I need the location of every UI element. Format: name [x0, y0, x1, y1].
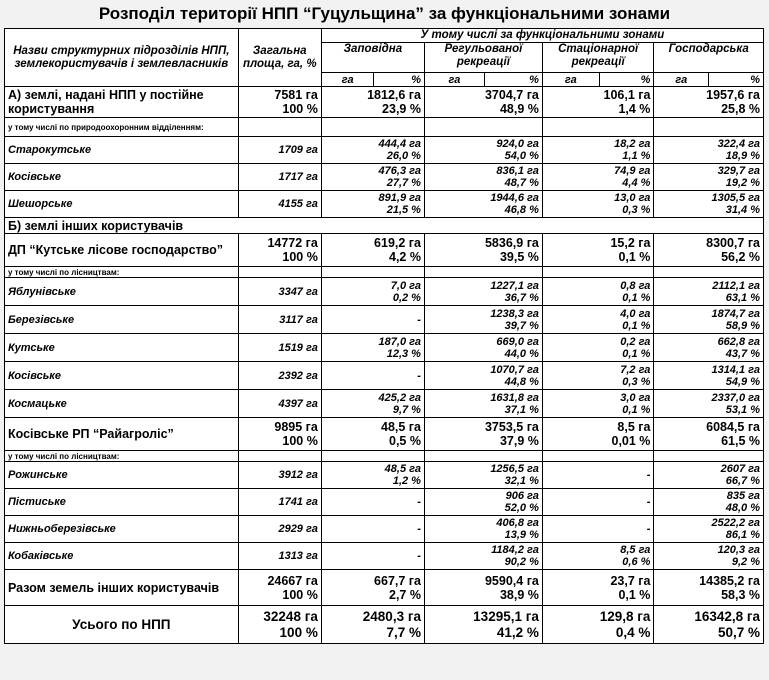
item-name: Космацьке: [5, 390, 239, 418]
zone-ha: 1305,5 га: [711, 192, 760, 204]
empty-cell: [654, 118, 764, 137]
zone-cell: [542, 390, 654, 418]
zone-pct: 31,4 %: [725, 204, 760, 216]
zone-cell: [321, 462, 424, 489]
zone-cell: [542, 278, 654, 306]
zone-pct: 56,2 %: [721, 250, 760, 264]
zone-cell: [424, 462, 542, 489]
zone-cell: [542, 418, 654, 451]
zone-ha: 3,0 га: [620, 391, 651, 404]
list-item: [5, 362, 764, 390]
zone-ha: 7,0 га: [390, 279, 421, 292]
table-row: [5, 267, 764, 278]
zone-cell: [424, 137, 542, 164]
empty-cell: [238, 451, 321, 462]
zone-pct: 43,7 %: [725, 347, 760, 360]
zone-ha: 1070,7 га: [490, 363, 539, 376]
header-zone-reserved: Заповідна: [321, 43, 424, 73]
zone-pct: 0,2 %: [392, 291, 421, 304]
empty-cell: [424, 267, 542, 278]
row-area: [238, 87, 321, 118]
zone-cell: [542, 87, 654, 118]
row-name: Разом земель інших користувачів: [5, 570, 239, 606]
zone-ha: 14385,2 га: [699, 573, 760, 588]
unit-ha: га: [542, 73, 599, 87]
zone-ha: 1957,6 га: [706, 88, 760, 102]
item-name: Косівське: [5, 362, 239, 390]
zone-pct: 0,6 %: [622, 556, 651, 568]
zone-ha: 15,2 га: [610, 236, 651, 250]
zone-cell: [654, 191, 764, 218]
empty-cell: [321, 118, 424, 137]
zone-ha: -: [417, 523, 421, 535]
zone-cell: [654, 543, 764, 570]
item-area: 2392 га: [238, 362, 321, 390]
zone-pct: 1,4 %: [618, 102, 651, 116]
zone-cell: [542, 462, 654, 489]
zone-pct: 41,2 %: [496, 624, 539, 640]
zone-pct: 0,1 %: [622, 291, 651, 304]
zone-cell: [654, 570, 764, 606]
zone-ha: 74,9 га: [614, 165, 651, 177]
zone-pct: 32,1 %: [504, 475, 539, 487]
zone-ha: 619,2 га: [374, 236, 421, 250]
zone-ha: 836,1 га: [496, 165, 539, 177]
zone-cell: [654, 306, 764, 334]
zone-pct: 0,1 %: [618, 250, 651, 264]
list-item: [5, 334, 764, 362]
item-name: Рожинське: [5, 462, 239, 489]
zone-cell: [424, 306, 542, 334]
zone-ha: 906 га: [505, 490, 539, 502]
zone-cell: [542, 164, 654, 191]
zone-cell: [424, 418, 542, 451]
zone-cell: [654, 334, 764, 362]
row-name: Косівське РП “Райагроліс”: [5, 418, 239, 451]
zone-ha: 8,5 га: [620, 544, 651, 556]
zone-cell: [542, 606, 654, 644]
list-item: [5, 489, 764, 516]
header-zone-economic: Господарська: [654, 43, 764, 73]
zone-pct: 23,9 %: [382, 102, 421, 116]
zone-cell: [654, 234, 764, 267]
header-zones: У тому числі за функціональними зонами: [321, 29, 763, 43]
zone-pct: 0,5 %: [389, 434, 421, 448]
zone-ha: 1238,3 га: [490, 307, 539, 320]
zone-cell: [321, 543, 424, 570]
zone-cell: [542, 191, 654, 218]
zone-ha: -: [417, 496, 421, 508]
zone-cell: [321, 390, 424, 418]
zone-cell: [542, 489, 654, 516]
item-name: Кобаківське: [5, 543, 239, 570]
zone-pct: 4,2 %: [389, 250, 421, 264]
zone-ha: 2480,3 га: [362, 608, 421, 624]
item-name: Косівське: [5, 164, 239, 191]
zone-cell: [654, 606, 764, 644]
unit-pct: %: [484, 73, 542, 87]
zone-cell: [424, 164, 542, 191]
zone-ha: 322,4 га: [717, 138, 760, 150]
zone-cell: [654, 516, 764, 543]
zone-ha: 9590,4 га: [484, 573, 539, 588]
zone-pct: 48,7 %: [504, 177, 539, 189]
list-item: [5, 306, 764, 334]
zone-cell: [424, 334, 542, 362]
sub-label: у тому числі по лісництвам:: [5, 451, 239, 462]
zone-cell: [542, 543, 654, 570]
zone-ha: -: [417, 550, 421, 562]
zone-ha: 3753,5 га: [484, 420, 539, 434]
zone-pct: 1,1 %: [622, 150, 651, 162]
zone-pct: 48,0 %: [725, 502, 760, 514]
area-pct: 100 %: [282, 587, 318, 602]
grand-total-name: Усього по НПП: [5, 606, 239, 644]
zone-cell: [321, 278, 424, 306]
list-item: [5, 543, 764, 570]
zone-cell: [321, 570, 424, 606]
item-name: Шешорське: [5, 191, 239, 218]
zone-pct: 19,2 %: [725, 177, 760, 189]
item-area: 3347 га: [238, 278, 321, 306]
zone-ha: 7,2 га: [620, 363, 651, 376]
zone-pct: 2,7 %: [389, 587, 421, 602]
unit-ha: га: [654, 73, 709, 87]
item-name: Яблунівське: [5, 278, 239, 306]
area-ha: 14772 га: [267, 236, 318, 250]
zone-cell: [321, 606, 424, 644]
zone-pct: 0,3 %: [622, 375, 651, 388]
zone-ha: 16342,8 га: [694, 608, 760, 624]
item-area: 1519 га: [238, 334, 321, 362]
zone-cell: [542, 306, 654, 334]
grand-total-area: [238, 606, 321, 644]
zone-ha: 4,0 га: [620, 307, 651, 320]
zone-pct: 0,01 %: [611, 434, 651, 448]
zone-cell: [424, 390, 542, 418]
zone-ha: 662,8 га: [717, 335, 760, 348]
list-item: [5, 462, 764, 489]
zone-cell: [321, 418, 424, 451]
zone-ha: 129,8 га: [599, 608, 651, 624]
zone-ha: 106,1 га: [603, 88, 651, 102]
empty-cell: [542, 118, 654, 137]
zone-pct: 13,9 %: [504, 529, 539, 541]
list-item: [5, 164, 764, 191]
zone-ha: 2337,0 га: [711, 391, 760, 404]
zone-ha: -: [417, 369, 421, 382]
zone-pct: 0,4 %: [615, 624, 651, 640]
zone-cell: [424, 543, 542, 570]
zone-cell: [542, 334, 654, 362]
table-title: Розподіл території НПП “Гуцульщина” за функціональними зонами: [98, 4, 671, 23]
empty-cell: [654, 267, 764, 278]
zone-ha: 1227,1 га: [490, 279, 539, 292]
item-name: Пістиське: [5, 489, 239, 516]
zone-cell: [321, 516, 424, 543]
zone-cell: [424, 87, 542, 118]
zone-ha: 8300,7 га: [706, 236, 760, 250]
section-row: [5, 218, 764, 234]
zone-pct: 52,0 %: [504, 502, 539, 514]
zone-pct: 4,4 %: [622, 177, 651, 189]
empty-cell: [542, 451, 654, 462]
sub-label: у тому числі по природоохоронним відділенням:: [5, 118, 239, 137]
table-row: [5, 418, 764, 451]
empty-cell: [238, 267, 321, 278]
item-name: Нижньоберезівське: [5, 516, 239, 543]
zone-ha: -: [646, 523, 651, 535]
zone-ha: 13,0 га: [614, 192, 651, 204]
zone-cell: [424, 606, 542, 644]
zone-pct: 39,5 %: [499, 250, 539, 264]
zone-ha: 476,3 га: [378, 165, 421, 177]
zone-pct: 0,1 %: [618, 587, 651, 602]
row-name: ДП “Кутське лісове господарство”: [5, 234, 239, 267]
zone-pct: 7,7 %: [386, 624, 421, 640]
zone-ha: 6084,5 га: [706, 420, 760, 434]
zone-cell: [542, 137, 654, 164]
zone-ha: 1314,1 га: [711, 363, 760, 376]
zone-pct: 9,7 %: [392, 403, 421, 416]
zone-pct: 0,1 %: [622, 319, 651, 332]
zone-cell: [654, 362, 764, 390]
zone-ha: 8,5 га: [617, 420, 651, 434]
list-item: [5, 390, 764, 418]
zone-ha: 3704,7 га: [484, 88, 539, 102]
section-title: Б) землі інших користувачів: [5, 218, 764, 234]
zone-pct: 44,8 %: [504, 375, 539, 388]
table-row: [5, 570, 764, 606]
zone-cell: [424, 234, 542, 267]
list-item: [5, 278, 764, 306]
zone-cell: [424, 362, 542, 390]
zone-pct: 46,8 %: [504, 204, 539, 216]
zone-cell: [321, 489, 424, 516]
area-pct: 100 %: [282, 102, 318, 116]
zone-pct: 54,9 %: [725, 375, 760, 388]
zone-pct: 0,1 %: [622, 347, 651, 360]
row-area: [238, 570, 321, 606]
item-area: 3912 га: [238, 462, 321, 489]
zone-ha: 1944,6 га: [490, 192, 539, 204]
zone-cell: [654, 418, 764, 451]
item-area: 1717 га: [238, 164, 321, 191]
zone-pct: 25,8 %: [721, 102, 760, 116]
zone-pct: 63,1 %: [725, 291, 760, 304]
zone-pct: 90,2 %: [504, 556, 539, 568]
zone-cell: [654, 489, 764, 516]
sub-label: у тому числі по лісництвам:: [5, 267, 239, 278]
empty-cell: [542, 267, 654, 278]
zone-ha: 0,8 га: [620, 279, 651, 292]
zone-pct: 58,3 %: [721, 587, 760, 602]
zone-ha: 1631,8 га: [490, 391, 539, 404]
zone-cell: [321, 306, 424, 334]
header-zone-stationary: Стаціонарної рекреації: [542, 43, 654, 73]
list-item: [5, 191, 764, 218]
item-area: 2929 га: [238, 516, 321, 543]
zone-pct: 61,5 %: [721, 434, 760, 448]
zone-cell: [542, 516, 654, 543]
empty-cell: [321, 267, 424, 278]
zone-cell: [321, 362, 424, 390]
zone-pct: 37,1 %: [504, 403, 539, 416]
header-name: Назви структурних підрозділів НПП, землекористувачів і землевласників: [5, 29, 239, 87]
zone-ha: -: [646, 469, 651, 481]
item-area: 4397 га: [238, 390, 321, 418]
zone-pct: 37,9 %: [499, 434, 539, 448]
zone-cell: [424, 570, 542, 606]
zone-ha: 48,5 га: [381, 420, 421, 434]
zone-pct: 26,0 %: [386, 150, 421, 162]
zone-pct: 38,9 %: [499, 587, 539, 602]
zone-ha: 187,0 га: [378, 335, 421, 348]
table-row: [5, 234, 764, 267]
zone-cell: [654, 462, 764, 489]
unit-pct: %: [599, 73, 654, 87]
row-area: [238, 234, 321, 267]
unit-pct: %: [374, 73, 425, 87]
zone-ha: 329,7 га: [717, 165, 760, 177]
zone-cell: [424, 191, 542, 218]
item-area: 3117 га: [238, 306, 321, 334]
table-row: [5, 87, 764, 118]
zone-ha: 2607 га: [720, 463, 760, 475]
zone-ha: 891,9 га: [378, 192, 421, 204]
zone-ha: 48,5 га: [384, 463, 421, 475]
zone-cell: [424, 489, 542, 516]
zone-ha: 0,2 га: [620, 335, 651, 348]
item-area: 4155 га: [238, 191, 321, 218]
zone-ha: 1812,6 га: [367, 88, 421, 102]
zone-ha: 667,7 га: [374, 573, 421, 588]
header-area: Загальна площа, га, %: [238, 29, 321, 87]
zone-pct: 0,1 %: [622, 403, 651, 416]
zone-pct: 86,1 %: [725, 529, 760, 541]
empty-cell: [321, 451, 424, 462]
row-area: [238, 418, 321, 451]
zone-pct: 1,2 %: [392, 475, 421, 487]
zone-ha: 2522,2 га: [711, 517, 760, 529]
zone-cell: [321, 234, 424, 267]
empty-cell: [238, 118, 321, 137]
empty-cell: [654, 451, 764, 462]
zone-pct: 21,5 %: [386, 204, 421, 216]
list-item: [5, 137, 764, 164]
zone-pct: 66,7 %: [725, 475, 760, 487]
item-name: Кутське: [5, 334, 239, 362]
item-area: 1741 га: [238, 489, 321, 516]
zone-cell: [654, 87, 764, 118]
zone-ha: 1256,5 га: [490, 463, 539, 475]
area-ha: 7581 га: [274, 88, 318, 102]
zone-cell: [542, 570, 654, 606]
zones-table: [4, 28, 764, 644]
zone-cell: [654, 278, 764, 306]
grand-total-row: [5, 606, 764, 644]
zone-ha: 1874,7 га: [711, 307, 760, 320]
zone-ha: 669,0 га: [496, 335, 539, 348]
zone-pct: 9,2 %: [731, 556, 760, 568]
zone-ha: 13295,1 га: [473, 608, 539, 624]
row-name: А) землі, надані НПП у постійне користування: [5, 87, 239, 118]
zone-cell: [424, 278, 542, 306]
zone-ha: 1184,2 га: [491, 544, 539, 556]
item-area: 1709 га: [238, 137, 321, 164]
item-area: 1313 га: [238, 543, 321, 570]
zone-pct: 12,3 %: [386, 347, 421, 360]
zone-cell: [542, 234, 654, 267]
zone-cell: [321, 334, 424, 362]
zone-ha: 835 га: [726, 490, 760, 502]
zone-pct: 54,0 %: [504, 150, 539, 162]
zone-pct: 53,1 %: [725, 403, 760, 416]
area-pct: 100 %: [282, 434, 318, 448]
item-name: Березівське: [5, 306, 239, 334]
zone-ha: 444,4 га: [378, 138, 421, 150]
zone-pct: 27,7 %: [386, 177, 421, 189]
unit-ha: га: [321, 73, 374, 87]
list-item: [5, 516, 764, 543]
zone-ha: 924,0 га: [496, 138, 539, 150]
zone-pct: 48,9 %: [499, 102, 539, 116]
area-pct: 100 %: [282, 250, 318, 264]
zone-cell: [321, 164, 424, 191]
unit-pct: %: [709, 73, 764, 87]
zone-cell: [654, 137, 764, 164]
zone-cell: [654, 164, 764, 191]
zone-pct: 58,9 %: [725, 319, 760, 332]
item-name: Старокутське: [5, 137, 239, 164]
zone-cell: [654, 390, 764, 418]
zone-ha: 18,2 га: [614, 138, 651, 150]
table-row: [5, 118, 764, 137]
empty-cell: [424, 118, 542, 137]
header-zone-regulated: Регульованої рекреації: [424, 43, 542, 73]
zone-cell: [542, 362, 654, 390]
area-ha: 32248 га: [263, 608, 318, 624]
zone-ha: 23,7 га: [610, 573, 651, 588]
zone-pct: 44,0 %: [504, 347, 539, 360]
zone-cell: [321, 137, 424, 164]
table-row: [5, 451, 764, 462]
zone-pct: 39,7 %: [504, 319, 539, 332]
zone-ha: 2112,1 га: [712, 279, 760, 292]
area-ha: 9895 га: [274, 420, 318, 434]
zone-ha: -: [417, 313, 421, 326]
zone-pct: 36,7 %: [504, 291, 539, 304]
area-pct: 100 %: [279, 624, 318, 640]
zone-pct: 0,3 %: [622, 204, 651, 216]
zone-pct: 50,7 %: [717, 624, 760, 640]
zone-ha: -: [646, 496, 651, 508]
zone-pct: 18,9 %: [725, 150, 760, 162]
zone-ha: 120,3 га: [717, 544, 760, 556]
zone-ha: 5836,9 га: [484, 236, 539, 250]
empty-cell: [424, 451, 542, 462]
area-ha: 24667 га: [267, 573, 318, 588]
zone-cell: [424, 516, 542, 543]
zone-cell: [321, 191, 424, 218]
zone-ha: 425,2 га: [378, 391, 421, 404]
zone-cell: [321, 87, 424, 118]
zone-ha: 406,8 га: [496, 517, 539, 529]
unit-ha: га: [424, 73, 484, 87]
